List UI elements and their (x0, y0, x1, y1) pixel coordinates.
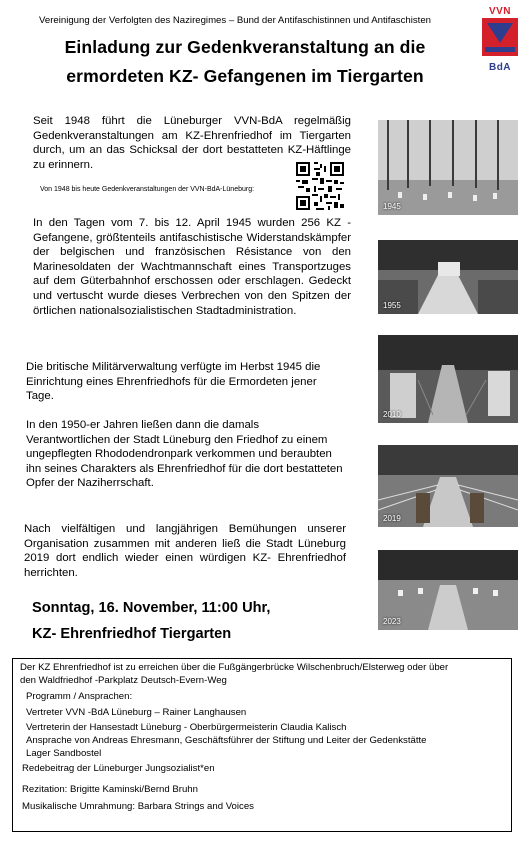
speaker-3-line-1: Ansprache von Andreas Ehresmann, Geschäftsführer der Stiftung und Leiter der Gedenkstätte (26, 735, 427, 746)
photo-2010 (378, 335, 518, 423)
history-paragraph: In den Tagen vom 7. bis 12. April 1945 wurden 256 KZ - Gefangene, größtenteils antifaschistische Widerstandskämpfer der belgischen und französischen Résistance von den Marinesoldaten der Wachtmannschaft eines Transportzuges auf dem Güterbahnhof erschossen oder erschlagen. Gedeckt und vertuscht wurde dieses Verbrechen von den Spitzen der örtlichen nationalsozialistischen Stadtadministration. (33, 217, 351, 317)
speaker-4: Redebeitrag der Lüneburger Jungsozialist*en (22, 763, 215, 774)
program-heading: Programm / Ansprachen: (26, 691, 133, 702)
photo-1955 (378, 240, 518, 314)
page-title-line-2: ermordeten KZ- Gefangenen im Tiergarten (66, 66, 424, 86)
intro-paragraph: Seit 1948 führt die Lüneburger VVN-BdA regelmäßig Gedenkveranstaltungen am KZ-Ehrenfriedhof im Tiergarten durch, um an das Schicksal der dort bestatteten KZ-Häftlinge zu erinnern. (33, 115, 351, 171)
photo-year-label: 1955 (383, 301, 401, 310)
restoration-paragraph: Nach vielfältigen und langjährigen Bemühungen unserer Organisation zusammen mit anderen ließ die Stadt Lüneburg 2019 dort endlich wieder einen würdigen KZ- Ehrenfriedhof herrichten. (24, 523, 346, 579)
organization-name: Vereinigung der Verfolgten des Naziregimes – Bund der Antifaschistinnen und Antifaschisten (39, 15, 431, 26)
photo-year-label: 2010 (383, 410, 401, 419)
neglect-paragraph: In den 1950-er Jahren ließen dann die damals Verantwortlichen der Stadt Lüneburg den Friedhof zu einem ungepflegten Rhododendronpark verkommen und beraubten ihn seines Charakters als Ehrenfriedhof für die dort bestatteten Opfer der Naziherrschaft. (26, 419, 343, 490)
logo-triangle-icon (478, 17, 522, 57)
speaker-3-line-2: Lager Sandbostel (26, 748, 102, 759)
logo-top-text: VVN (488, 6, 512, 17)
directions-line-2: den Waldfriedhof -Parkplatz Deutsch-Evern-Weg (20, 675, 227, 686)
info-box (12, 658, 512, 832)
music: Musikalische Umrahmung: Barbara Strings and Voices (22, 801, 254, 812)
event-location: KZ- Ehrenfriedhof Tiergarten (32, 626, 232, 642)
photo-year-label: 2023 (383, 617, 401, 626)
photo-year-label: 2019 (383, 514, 401, 523)
photo-2019 (378, 445, 518, 527)
photo-1945 (378, 120, 518, 215)
event-date-time: Sonntag, 16. November, 11:00 Uhr, (32, 600, 271, 616)
vvn-bda-logo (478, 6, 522, 73)
photo-year-label: 1945 (383, 202, 401, 211)
british-administration-paragraph: Die britische Militärverwaltung verfügte im Herbst 1945 die Einrichtung eines Ehrenfriedhofs für die Ermordeten jener Tage. (26, 361, 321, 403)
qr-code-icon[interactable] (294, 160, 346, 212)
speaker-2: Vertreterin der Hansestadt Lüneburg - Oberbürgermeisterin Claudia Kalisch (26, 722, 347, 733)
directions-line-1: Der KZ Ehrenfriedhof ist zu erreichen über die Fußgängerbrücke Wilschenbruch/Elsterweg oder über (20, 662, 449, 673)
page-title-line-1: Einladung zur Gedenkveranstaltung an die (64, 37, 426, 57)
logo-bottom-text: BdA (488, 62, 512, 73)
qr-caption: Von 1948 bis heute Gedenkveranstaltungen der VVN-BdA-Lüneburg: (40, 186, 255, 193)
photo-2023 (378, 550, 518, 630)
speaker-1: Vertreter VVN -BdA Lüneburg – Rainer Langhausen (26, 707, 247, 718)
recitation: Rezitation: Brigitte Kaminski/Bernd Bruhn (22, 784, 198, 795)
